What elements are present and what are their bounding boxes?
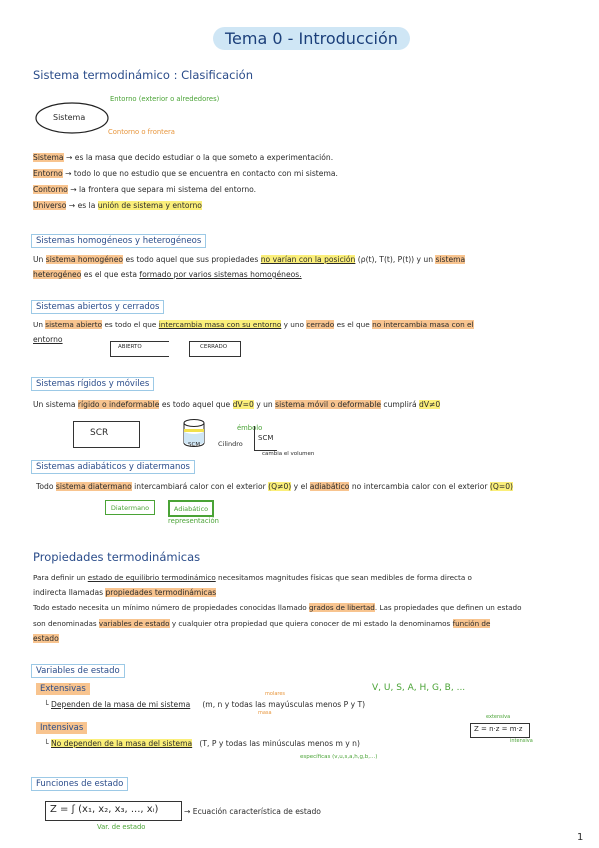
rigidos-line-1: Un sistema rígido o indeformable es todo aquel que dV=0 y un sistema móvil o deformable cumplirá dV≠0 [33, 400, 441, 409]
open-box-label: ABIERTO [118, 344, 142, 350]
entorno-label: Entorno (exterior o alrededores) [110, 95, 220, 103]
page-number: 1 [577, 832, 584, 843]
scm-cyl-label: SCM [188, 442, 201, 448]
extensivas-label: Extensivas [36, 683, 90, 695]
homog-line-2: heterogéneo es el que esta formado por varios sistemas homogéneos. [33, 270, 302, 279]
def-entorno: Entorno → todo lo que no estudio que se encuentra en contacto con mi sistema. [33, 169, 338, 178]
funciones-desc: → Ecuación característica de estado [184, 807, 321, 816]
section-heading-sistema: Sistema termodinámico : Clasificación [33, 68, 254, 82]
molares-label: molares [265, 691, 286, 697]
section-heading-variables: Variables de estado [31, 664, 125, 678]
props-line-5: estado [33, 634, 59, 643]
intensivas-text: └ No dependen de la masa del sistema (T, P y todas las minúsculas menos m y n) [44, 739, 360, 748]
formula-text: Z = n·z = m·z [474, 725, 523, 733]
adiab-line-1: Todo sistema diatermano intercambiará calor con el exterior (Q≠0) y el adiabático no intercambia calor con el exterior (Q=0) [36, 482, 514, 491]
especificas-label: específicas (v,u,s,a,h,g,b,...) [300, 754, 378, 760]
section-heading-rigidos: Sistemas rígidos y móviles [31, 377, 154, 391]
props-line-3: Todo estado necesita un mínimo número de propiedades conocidas llamado grados de libertad. Las propiedades que definen un estado [33, 603, 522, 612]
masa-label: masa [258, 710, 272, 716]
section-heading-homogeneos: Sistemas homogéneos y heterogéneos [31, 234, 206, 248]
diatermano-box: Diatermano [105, 500, 155, 515]
props-line-4: son denominadas variables de estado y cualquier otra propiedad que quiera conocer de mi estado la denominamos función de [33, 619, 491, 628]
ellipse-label: Sistema [53, 113, 86, 122]
props-line-2: indirecta llamadas propiedades termodinámicas [33, 588, 217, 597]
section-heading-funciones: Funciones de estado [31, 777, 128, 791]
extensiva-label: extensiva [486, 714, 511, 720]
scr-label: SCR [90, 428, 109, 438]
intensivas-label: Intensivas [36, 722, 87, 734]
contorno-label: Contorno o frontera [108, 128, 175, 136]
def-contorno: Contorno → la frontera que separa mi sistema del entorno. [33, 185, 257, 194]
funciones-formula: Z = ʃ (x₁, x₂, x₃, ..., xᵢ) [50, 804, 159, 815]
scm-label: SCM [258, 434, 274, 442]
section-heading-abiertos: Sistemas abiertos y cerrados [31, 300, 164, 314]
extensivas-text: └ Dependen de la masa de mi sistema (m, n y todas las mayúsculas menos P y T) [44, 700, 366, 709]
def-universo: Universo → es la unión de sistema y entorno [33, 201, 202, 210]
representacion-label: representación [168, 517, 219, 525]
intensiva-label: intensiva [510, 738, 533, 744]
extensive-examples: V, U, S, A, H, G, B, ... [372, 683, 466, 693]
adiabatico-box: Adiabático [168, 500, 214, 517]
cambia-label: cambia el volumen [262, 451, 315, 457]
section-heading-adiabaticos: Sistemas adiabáticos y diatermanos [31, 460, 195, 474]
embolo-label: émbolo [237, 424, 263, 432]
closed-box-label: CERRADO [200, 344, 228, 350]
cilindro-label: Cilindro [218, 440, 243, 448]
homog-line-1: Un sistema homogéneo es todo aquel que sus propiedades no varían con la posición (ρ(t), T(t), P(t)) y un sistema [33, 255, 466, 264]
page-title: Tema 0 - Introducción [213, 27, 410, 50]
props-line-1: Para definir un estado de equilibrio termodinámico necesitamos magnitudes físicas que sean medibles de forma directa o [33, 573, 472, 582]
abiertos-line-1: Un sistema abierto es todo el que intercambia masa con su entorno y uno cerrado es el que no intercambia masa con el [33, 320, 474, 329]
var-estado-label: Var. de estado [97, 823, 146, 831]
def-sistema: Sistema → es la masa que decido estudiar o la que someto a experimentación. [33, 153, 334, 162]
section-heading-propiedades: Propiedades termodinámicas [33, 550, 201, 564]
abiertos-line-2: entorno [33, 335, 63, 344]
